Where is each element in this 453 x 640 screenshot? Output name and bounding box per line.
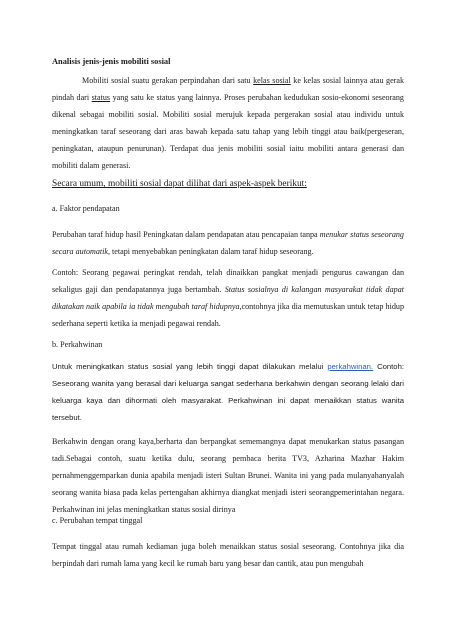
b-p1-text-1: Untuk meningkatkan status sosial yang lebih tinggi dapat dilakukan melalui (52, 362, 328, 371)
section-c-heading: c. Perubahan tempat tinggal (52, 516, 143, 525)
intro-text-1: Mobiliti sosial suatu gerakan perpindahan dari satu (82, 76, 254, 85)
perkahwinan-link[interactable]: perkahwinan. (327, 362, 374, 371)
a-p2-italic: Status sosialnya di kalangan masyarakat tidak dapat dikatakan naik apabila ia tidak mengubah taraf hidupnya (52, 285, 404, 311)
a-p2-text-1: Contoh: Seorang pegawai peringkat rendah, telah dinaikkan pangkat menjadi pengurus cawangan dan sekaligus gaji dan pendapatannya juga bertambah. (52, 268, 404, 294)
intro-paragraph (52, 72, 404, 174)
document-title: Analisis jenis-jenis mobiliti sosial (52, 57, 171, 66)
section-c-paragraph-1: Tempat tinggal atau rumah kediaman juga boleh menaikkan status sosial seseorang. Contohnya jika dia berpindah dari rumah lama yang kecil ke rumah baru yang besar dan cantik, atau pun mengubah (52, 542, 404, 568)
intro-kelas-sosial: kelas sosial (253, 76, 291, 85)
a-p1-italic: menukar status seseorang secara automatik (52, 230, 404, 256)
section-a-heading: a. Faktor pendapatan (52, 204, 120, 213)
section-a-paragraph-2 (52, 264, 404, 332)
section-b-heading: b. Perkahwinan (52, 340, 103, 349)
intro-text-2: ke kelas sosial lainnya atau gerak pindah dari (52, 76, 405, 102)
section-intro-heading (52, 177, 404, 191)
section-b-paragraph-1 (52, 358, 404, 426)
heading2-text-1: Secara umum, (52, 179, 108, 189)
section-a-paragraph-1 (52, 226, 404, 260)
section-b-paragraph-2: Berkahwin dengan orang kaya,berharta dan berpangkat sememangnya dapat menukarkan status pasangan tadi.Sebagai contoh, suatu ketika dulu, seorang pembaca berita TV3, Azharina Mazhar Hakim pernahmenggemparkan dunia apabila menjadi isteri Sultan Brunei. Wanita ini yang pada mulanyahanyalah seorang wanita biasa pada kelas pertengahan akhirnya diangkat menjadi isteri seorangpemerintahan negara. Perkahwinan ini jelas meningkatkan status sosial dirinya (52, 437, 404, 514)
a-p2-text-2: ,contohnya jika dia memutuskan untuk tetap hidup sederhana seperti ketika ia menjadi pegawai rendah. (52, 302, 404, 328)
intro-status: status (91, 93, 111, 102)
a-p1-text-2: , tetapi menyebabkan peningkatan dalam taraf hidup seseorang. (107, 247, 314, 256)
heading2-text-2: mobiliti sosial dapat dilihat dari aspek-aspek berikut: (107, 179, 307, 189)
intro-text-3: yang satu ke status yang lainnya. Proses perubahan kedudukan sosio-ekonomi seseorang dikenal sebagai mobiliti sosial. Mobiliti sosial merujuk kepada pergerakan sosial atau individu untuk meningkatkan taraf seseorang dari aras bawah kepada satu tahap yang lebih tinggi atau baik(pergeseran, peningkatan, ataupun penurunan). Terdapat dua jenis mobiliti sosial iaitu mobiliti antara generasi dan mobiliti dalam generasi. (52, 93, 404, 170)
a-p1-text-1: Perubahan taraf hidup hasil Peningkatan dalam pendapatan atau pencapaian tanpa (52, 230, 320, 239)
b-p1-text-2: Contoh: Seseorang wanita yang berasal dari keluarga sangat sederhana berkahwin dengan seorang lelaki dari keluarga kaya dan dihormati oleh masyarakat. Perkahwinan ini dapat menaikkan status wanita tersebut. (52, 362, 404, 422)
